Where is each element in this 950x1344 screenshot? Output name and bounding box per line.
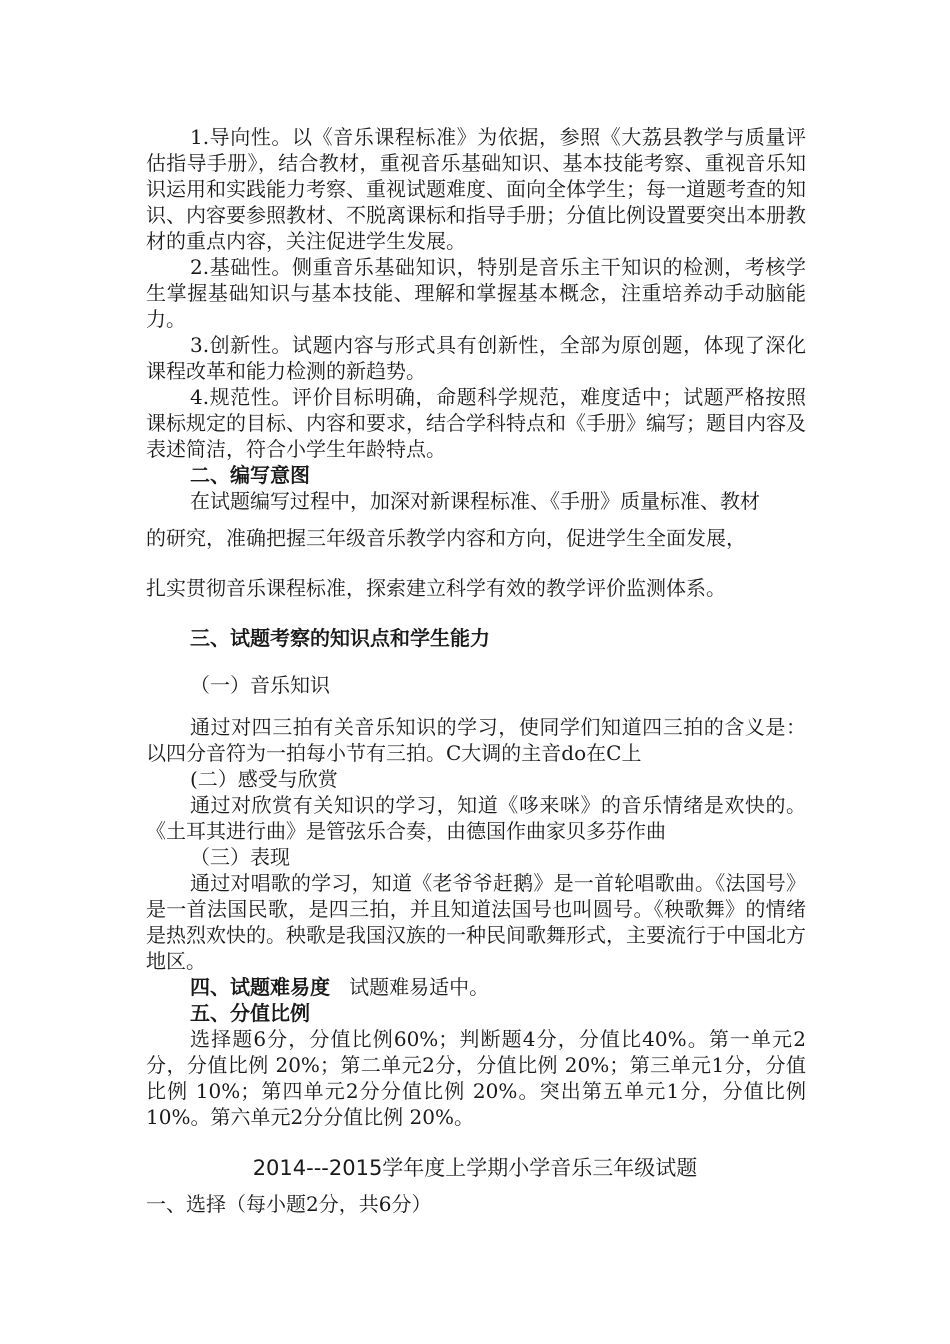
sub3-text: 通过对唱歌的学习，知道《老爷爷赶鹅》是一首轮唱歌曲。《法国号》是一首法国民歌，是四三拍，并且知道法国号也叫圆号。《秧歌舞》的情绪是热烈欢快的。秧歌是我国汉族的一种民间歌舞形式，主要流行于中国北方地区。 (146, 871, 806, 973)
section3-sub2: (二）感受与欣赏 (190, 767, 338, 791)
section4-text: 试题难易适中。 (349, 975, 490, 999)
sub1-text: 通过对四三拍有关音乐知识的学习，使同学们知道四三拍的含义是：以四分音符为一拍每小节有三拍。C大调的主音do在C上 (146, 715, 806, 765)
section2-line2: 的研究，准确把握三年级音乐教学内容和方向，促进学生全面发展， (146, 526, 746, 550)
section3-sub1: （一）音乐知识 (190, 673, 330, 697)
item-foundation: 2.基础性。侧重音乐基础知识，特别是音乐主干知识的检测，考核学生掌握基础知识与基本技能、理解和掌握基本概念，注重培养动手动脑能力。 (146, 255, 806, 331)
section3-sub3: （三）表现 (190, 845, 290, 869)
section5-text: 选择题6分，分值比例60%；判断题4分，分值比40%。第一单元2分，分值比例 20%；第二单元2分，分值比例 20%；第三单元1分，分值比例 10%；第四单元2分分值比例 20%。突出第五单元1分，分值比例 10%。第六单元2分分值比例 20%。 (146, 1027, 806, 1129)
exam-title: 2014---2015学年度上学期小学音乐三年级试题 (252, 1156, 698, 1180)
item-standard: 4.规范性。评价目标明确，命题科学规范，难度适中；试题严格按照课标规定的目标、内容和要求，结合学科特点和《手册》编写；题目内容及表述简洁，符合小学生年龄特点。 (146, 385, 806, 461)
section2-line1: 在试题编写过程中，加深对新课程标准、《手册》质量标准、教材 (190, 489, 760, 513)
sub2-text: 通过对欣赏有关知识的学习，知道《哆来咪》的音乐情绪是欢快的。《土耳其进行曲》是管弦乐合奏，由德国作曲家贝多芬作曲 (146, 793, 806, 843)
item-orientation: 1.导向性。以《音乐课程标准》为依据，参照《大荔县教学与质量评估指导手册》，结合教材，重视音乐基础知识、基本技能考察、重视音乐知识运用和实践能力考察、重视试题难度、面向全体学生；每一道题考查的知识、内容要参照教材、不脱离课标和指导手册；分值比例设置要突出本册教材的重点内容，关注促进学生发展。 (146, 125, 806, 253)
section3-block (146, 714, 806, 1130)
section2-line3: 扎实贯彻音乐课程标准，探索建立科学有效的教学评价监测体系。 (146, 576, 726, 600)
section4-line (146, 974, 806, 1000)
section2-heading: 二、编写意图 (190, 463, 310, 487)
item-innovation: 3.创新性。试题内容与形式具有创新性，全部为原创题，体现了深化课程改革和能力检测的新趋势。 (146, 333, 806, 383)
section3-heading: 三、试题考察的知识点和学生能力 (190, 626, 490, 650)
section4-heading: 四、试题难易度 (190, 975, 330, 999)
section1-block (146, 124, 806, 514)
question1-heading: 一、选择（每小题2分，共6分） (146, 1192, 432, 1216)
section5-heading: 五、分值比例 (190, 1001, 310, 1025)
